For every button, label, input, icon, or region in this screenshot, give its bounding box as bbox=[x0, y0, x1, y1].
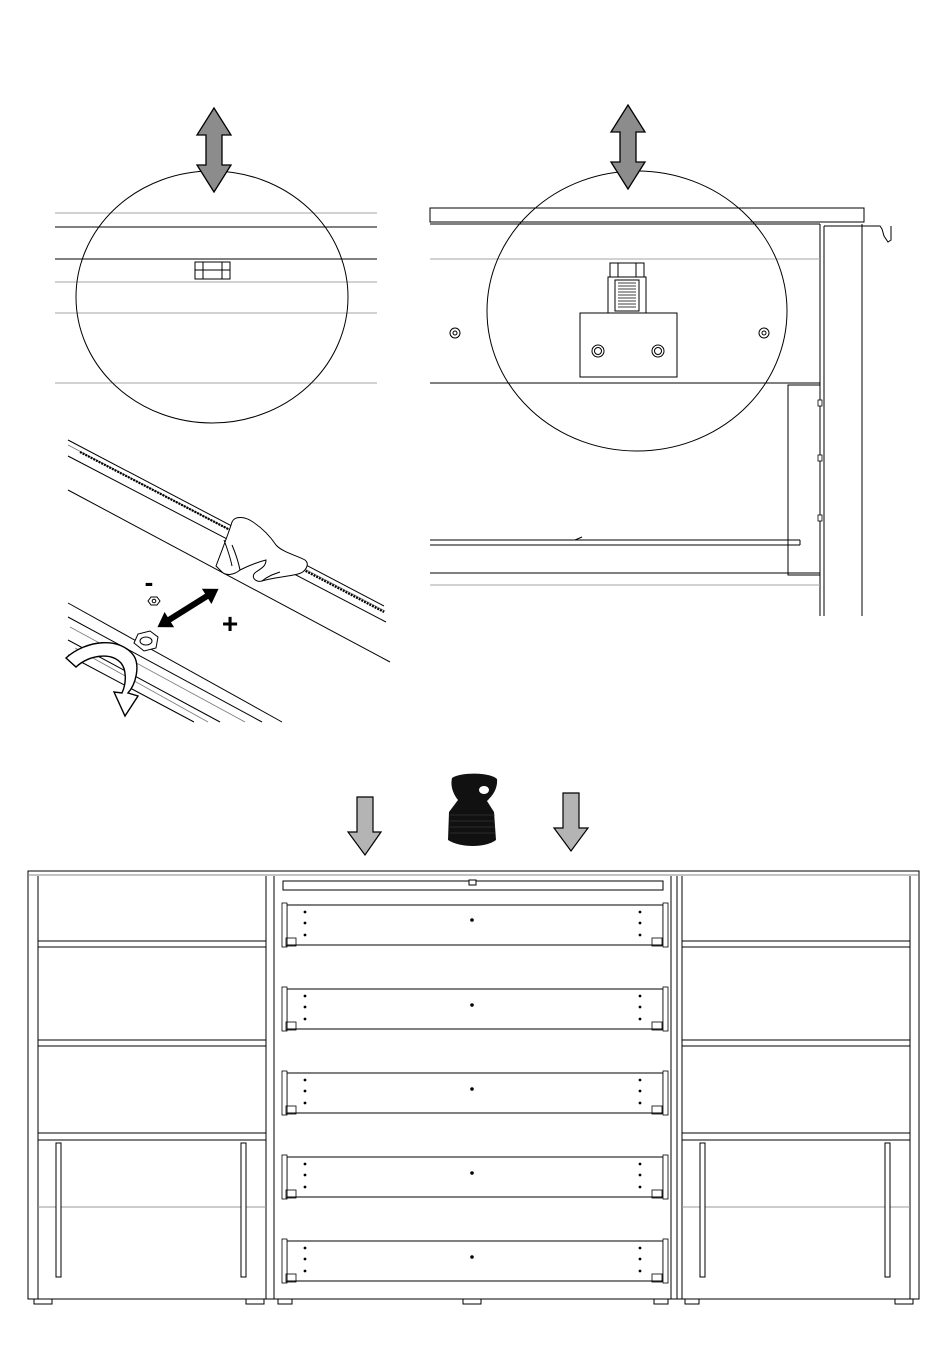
drawer bbox=[287, 905, 663, 945]
left-zoom-circle bbox=[76, 171, 348, 423]
right-zoom-detail bbox=[430, 105, 891, 616]
adjuster-bolt-icon bbox=[608, 263, 646, 313]
weight-icon bbox=[448, 774, 497, 846]
drawer bbox=[287, 1241, 663, 1281]
load-indicator bbox=[348, 774, 588, 855]
left-zoom-detail bbox=[55, 108, 377, 423]
curved-rotate-arrow-icon bbox=[66, 643, 138, 716]
drawer bbox=[287, 1073, 663, 1113]
hex-nut-icon bbox=[134, 597, 160, 651]
minus-sign: - bbox=[144, 567, 154, 597]
double-headed-vertical-arrow-icon bbox=[611, 105, 645, 189]
cabinet-body bbox=[28, 871, 919, 1299]
double-headed-vertical-arrow-icon bbox=[197, 108, 231, 192]
double-headed-diagonal-arrow-icon bbox=[153, 581, 224, 634]
left-compartment bbox=[38, 941, 266, 1277]
cabinet-feet bbox=[34, 1299, 913, 1304]
cabinet-front-view bbox=[28, 871, 919, 1304]
hand-adjust-detail bbox=[66, 440, 390, 722]
plus-sign: + bbox=[221, 608, 239, 639]
mounting-plate bbox=[580, 313, 677, 377]
left-rail-lines bbox=[55, 213, 377, 383]
hand-icon bbox=[216, 517, 307, 581]
cabinet-side-section bbox=[430, 208, 891, 616]
rail-perspective-lines bbox=[68, 440, 390, 722]
drawer-runners bbox=[282, 903, 668, 1283]
drawer bbox=[287, 989, 663, 1029]
center-drawer-stack bbox=[287, 905, 663, 1281]
down-arrow-icon bbox=[348, 797, 381, 855]
drawer bbox=[287, 1157, 663, 1197]
down-arrow-icon bbox=[554, 793, 588, 851]
right-compartment bbox=[682, 941, 910, 1277]
adjust-nut-icon bbox=[195, 262, 230, 279]
